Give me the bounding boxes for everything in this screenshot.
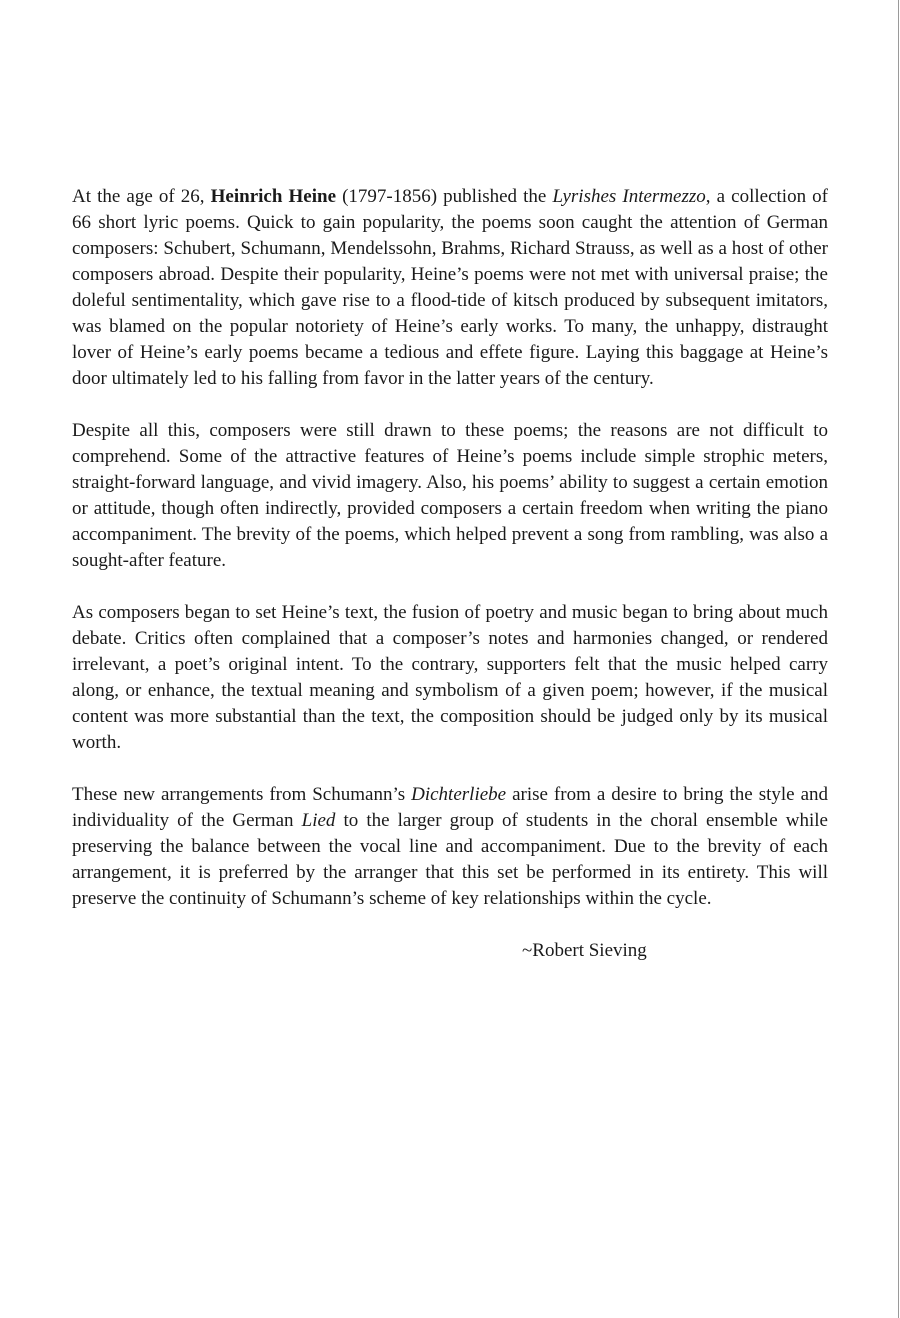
paragraph-1-text-b: (1797-1856) published the: [336, 186, 553, 207]
paragraph-3: As composers began to set Heine’s text, the fusion of poetry and music began to bring about much debate. Critics often complained that a composer’s notes and harmonies changed, or rendered irrelevant, a poet’s original intent. To the contrary, supporters felt that the music helped carry along, or enhance, the textual meaning and symbolism of a given poem; however, if the musical content was more substantial than the text, the composition should be judged only by its musical worth.: [72, 602, 828, 753]
body-text: [72, 184, 828, 964]
paragraph-2: Despite all this, composers were still drawn to these poems; the reasons are not difficult to comprehend. Some of the attractive features of Heine’s poems include simple strophic meters, straight-forward language, and vivid imagery. Also, his poems’ ability to suggest a certain emotion or attitude, though often indirectly, provided composers a certain freedom when writing the piano accompaniment. The brevity of the poems, which helped prevent a song from rambling, was also a sought-after feature.: [72, 420, 828, 571]
paragraph-4-text-a: These new arrangements from Schumann’s: [72, 784, 412, 805]
signature: ~Robert Sieving: [522, 940, 647, 961]
paragraph-4: [72, 782, 828, 912]
paragraph-1-text-c: , a collection of 66 short lyric poems. Quick to gain popularity, the poems soon caught the attention of German composers: Schubert, Schumann, Mendelssohn, Brahms, Richard Strauss, as well as a host of other composers abroad. Despite their popularity, Heine’s poems were not met with universal praise; the doleful sentimentality, which gave rise to a flood-tide of kitsch produced by subsequent imitators, was blamed on the popular notoriety of Heine’s early works. To many, the unhappy, distraught lover of Heine’s early poems became a tedious and effete figure. Laying this baggage at Heine’s door ultimately led to his falling from favor in the latter years of the century.: [72, 186, 828, 389]
paragraph-4-text-b: arise from a desire to bring the style and individuality of the German: [72, 784, 828, 831]
collection-title: Lyrishes Intermezzo: [552, 186, 706, 207]
paragraph-1: [72, 184, 828, 392]
work-title: Dichterliebe: [411, 784, 507, 805]
poet-name: Heinrich Heine: [210, 186, 336, 207]
paragraph-4-text-c: to the larger group of students in the choral ensemble while preserving the balance between the vocal line and accompaniment. Due to the brevity of each arrangement, it is preferred by the arranger that this set be performed in its entirety. This will preserve the continuity of Schumann’s scheme of key relationships within the cycle.: [72, 810, 828, 909]
genre-term: Lied: [301, 810, 336, 831]
paragraph-1-text-a: At the age of 26,: [72, 186, 211, 207]
